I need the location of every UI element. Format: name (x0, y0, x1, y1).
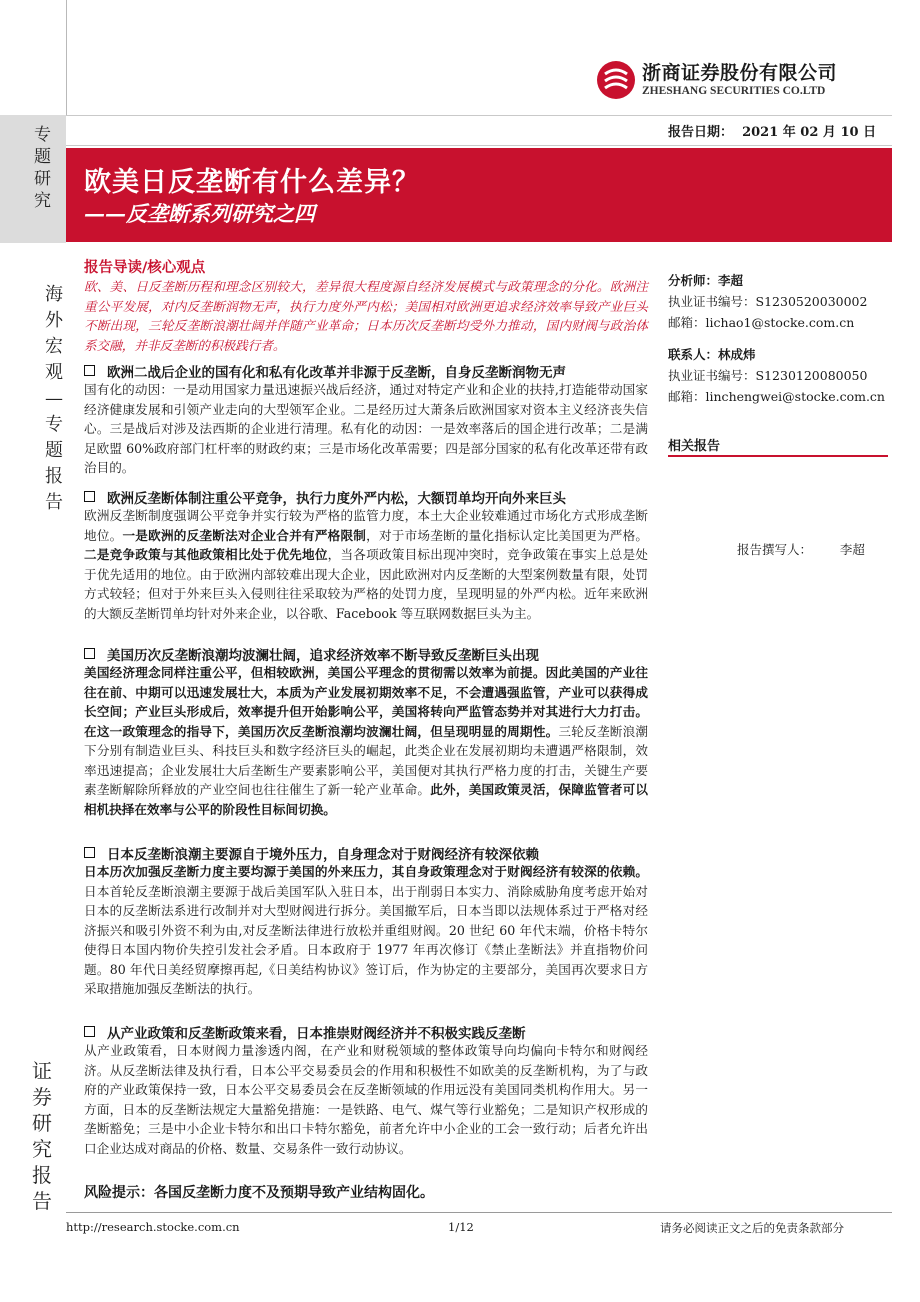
section-4-p1: 日本首轮反垄断浪潮主要源于战后美国军队入驻日本，出于削弱日本实力、消除威胁角度考虑开始对日本的反垄断法系进行改制并对大型财阀进行拆分。美国撤军后，日本当即以法规体系过于严格对经济振兴和吸引外资不利为由,对反垄断法律进行放松并重组财阀。20 世纪 60 年代末端，价格卡特尔使得日本国内物价失控引发社会矛盾。日本政府于 1977 年再次修订《禁止垄断法》并直指物价问题。80 年代日美经贸摩擦再起,《日美结构协议》签订后，作为协定的主要部分，美国再次要求日方采取措施加强反垄断法的执行。 (84, 883, 648, 996)
contact-cert-row (668, 366, 867, 384)
section-3-text (84, 663, 648, 819)
report-writer (737, 540, 865, 558)
writer-label: 报告撰写人： (737, 542, 813, 557)
contact-email-link[interactable]: linchengwei@stocke.com.cn (705, 389, 885, 404)
section-5-title-text: 从产业政策和反垄断政策来看，日本推崇财阀经济并不积极实践反垄断 (107, 1026, 526, 1042)
section-3-b1: 美国经济理念同样注重公平，但相较欧洲，美国公平理念的贯彻需以效率为前提。因此美国的产业往往在前、中期可以迅速发展壮大，本质为产业发展初期效率不足，不会遭遇强监管，产业可以获得成长空间；产业巨头形成后，效率提升但开始影响公平，美国将转向严监管态势并对其进行大力打击。在这一政策理念的指导下，美国历次反垄断浪潮均波澜壮阔，但呈现明显的周期性。 (84, 665, 648, 739)
analyst-email-row (668, 313, 854, 331)
analyst-cert-label: 执业证书编号： (668, 294, 756, 309)
section-2-title-text: 欧洲反垄断体制注重公平竞争，执行力度外严内松，大额罚单均开向外来巨头 (107, 491, 566, 507)
related-reports-rule (668, 455, 888, 457)
section-1-text: 国有化的动因：一是动用国家力量迅速振兴战后经济，通过对特定产业和企业的扶持,打造能带动国家经济健康发展和引领产业走向的大型领军企业。二是经历过大萧条后欧洲国家对资本主义经济丧失信心。三是战后对涉及法西斯的企业进行清理。私有化的动因：一是效率落后的国企进行改革；二是满足欧盟 60%政府部门杠杆率的财政约束；三是市场化改革需要；四是部分国家的私有化改革还带有政治目的。 (84, 382, 648, 475)
side-label-bottom: 证券研究报告 (32, 1059, 52, 1213)
brand-logo (596, 58, 896, 102)
section-2-p1: 欧洲反垄断制度强调公平竞争并实行较为严格的监管力度，本土大企业较难通过市场化方式形成垄断地位。 (84, 508, 648, 543)
checkbox-bullet-icon (84, 365, 95, 376)
section-2-p3: ，当各项政策目标出现冲突时，竞争政策在事实上总是处于优先适用的地位。由于欧洲内部较难出现大企业，因此欧洲对内反垄断的大型案例数量有限，处罚方式较轻；但对于外来巨头入侵则往往采取较为严格的处罚力度，呈现明显的外严内松。近年来欧洲的大额反垄断罚单均针对外来企业，以谷歌、Facebook 等互联网数据巨头为主。 (84, 547, 649, 621)
category-label: 专题研究 (34, 125, 51, 211)
brand-name-en: ZHESHANG SECURITIES CO.LTD (642, 85, 826, 97)
lead-heading: 报告导读/核心观点 (84, 260, 206, 276)
contact-cert-label: 执业证书编号： (668, 368, 756, 383)
section-5-title (84, 1022, 654, 1042)
contact-email-row (668, 387, 885, 405)
section-2-b2: 二是竞争政策与其他政策相比处于优先地位 (84, 547, 328, 562)
report-date-value: 2021 年 02 月 10 日 (742, 125, 877, 140)
contact-name: 林成炜 (718, 347, 756, 362)
checkbox-bullet-icon (84, 1026, 95, 1037)
section-1-title-text: 欧洲二战后企业的国有化和私有化改革并非源于反垄断，自身反垄断润物无声 (107, 365, 566, 381)
footer-url-link[interactable]: http://research.stocke.com.cn (66, 1220, 240, 1234)
checkbox-bullet-icon (84, 648, 95, 659)
lead-text: 欧、美、日反垄断历程和理念区别较大，差异很大程度源自经济发展模式与政策理念的分化。欧洲注重公平发展，对内反垄断润物无声，执行力度外严内松；美国相对欧洲更追求经济效率导致产业巨头不断出现，三轮反垄断浪潮壮阔并伴随产业革命；日本历次反垄断均受外力推动，国内财阀与政治体系交融，并非反垄断的积极践行者。 (84, 279, 648, 353)
contact-email-label: 邮箱： (668, 389, 706, 404)
category-box (0, 115, 66, 243)
section-2-title (84, 487, 654, 507)
report-date-label: 报告日期： (668, 125, 734, 140)
date-rule (66, 145, 892, 146)
contact-label: 联系人： (668, 347, 719, 362)
checkbox-bullet-icon (84, 491, 95, 502)
writer-name: 李超 (839, 542, 865, 557)
section-3-title (84, 644, 654, 664)
analyst-label: 分析师： (668, 273, 719, 288)
page-title: 欧美日反垄断有什么差异？ (84, 167, 420, 198)
analyst-email-link[interactable]: lichao1@stocke.com.cn (705, 315, 855, 330)
analyst-cert: S1230520030002 (755, 294, 868, 309)
section-3-p1: 三轮反垄断浪潮下分别有制造业巨头、科技巨头和数字经济巨头的崛起，此类企业在发展初期均未遭遇严格限制，效率迅速提高；企业发展壮大后垄断生产要素影响公平，美国便对其执行严格力度的打击，关键生产要素垄断解除所释放的产业空间也往往催生了新一轮产业革命。 (84, 723, 649, 797)
analyst-cert-row (668, 292, 867, 310)
risk-warning: 风险提示：各国反垄断力度不及预期导致产业结构固化。 (84, 1185, 434, 1201)
brand-name-cn: 浙商证券股份有限公司 (642, 62, 838, 84)
section-3-b2: 此外，美国政策灵活，保障监管者可以相机抉择在效率与公平的阶段性目标间切换。 (84, 782, 649, 817)
report-date (668, 121, 876, 140)
analyst-name-row (668, 271, 743, 289)
page-number: 1/12 (448, 1220, 474, 1234)
section-5-text: 从产业政策看，日本财阀力量渗透内阁，在产业和财税领域的整体政策导向均偏向卡特尔和财阀经济。从反垄断法律及执行看，日本公平交易委员会的作用和积极性不如欧美的反垄断机构，为了与政府的产业政策保持一致，日本公平交易委员会在反垄断领域的作用远没有美国同类机构作用大。另一方面，日本的反垄断法规定大量豁免措施：一是铁路、电气、煤气等行业豁免；二是知识产权形成的垄断豁免；三是中小企业卡特尔和出口卡特尔豁免，前者允许中小企业的工会一致行动；后者允许出口企业达成对商品的价格、数量、交易条件一致行动协议。 (84, 1043, 648, 1156)
analyst-email-label: 邮箱： (668, 315, 706, 330)
footer-rule (66, 1212, 892, 1213)
page-subtitle: ——反垄断系列研究之四 (84, 201, 315, 226)
analyst-name: 李超 (718, 273, 744, 288)
section-3-title-text: 美国历次反垄断浪潮均波澜壮阔，追求经济效率不断导致反垄断巨头出现 (107, 648, 539, 664)
section-1-title (84, 361, 654, 381)
brand-logo-icon (596, 60, 636, 100)
contact-cert: S1230120080050 (755, 368, 868, 383)
footer-disclaimer: 请务必阅读正文之后的免责条款部分 (660, 1221, 844, 1235)
side-label-top: 海外宏观—专题报告 (45, 284, 63, 513)
section-4-title (84, 843, 654, 863)
section-4-text (84, 862, 648, 999)
contact-name-row (668, 345, 756, 363)
checkbox-bullet-icon (84, 847, 95, 858)
related-reports-heading: 相关报告 (668, 439, 721, 454)
section-4-b1: 日本历次加强反垄断力度主要均源于美国的外来压力，其自身政策理念对于财阀经济有较深的依赖。 (84, 864, 648, 879)
section-4-title-text: 日本反垄断浪潮主要源自于境外压力，自身理念对于财阀经济有较深依赖 (107, 847, 539, 863)
section-2-text (84, 506, 648, 623)
section-2-b1: 一是欧洲的反垄断法对企业合并有严格限制 (122, 527, 367, 543)
section-2-p2: ，对于市场垄断的量化指标认定比美国更为严格。 (366, 527, 649, 543)
header-divider (66, 0, 67, 115)
header-rule (66, 115, 892, 116)
